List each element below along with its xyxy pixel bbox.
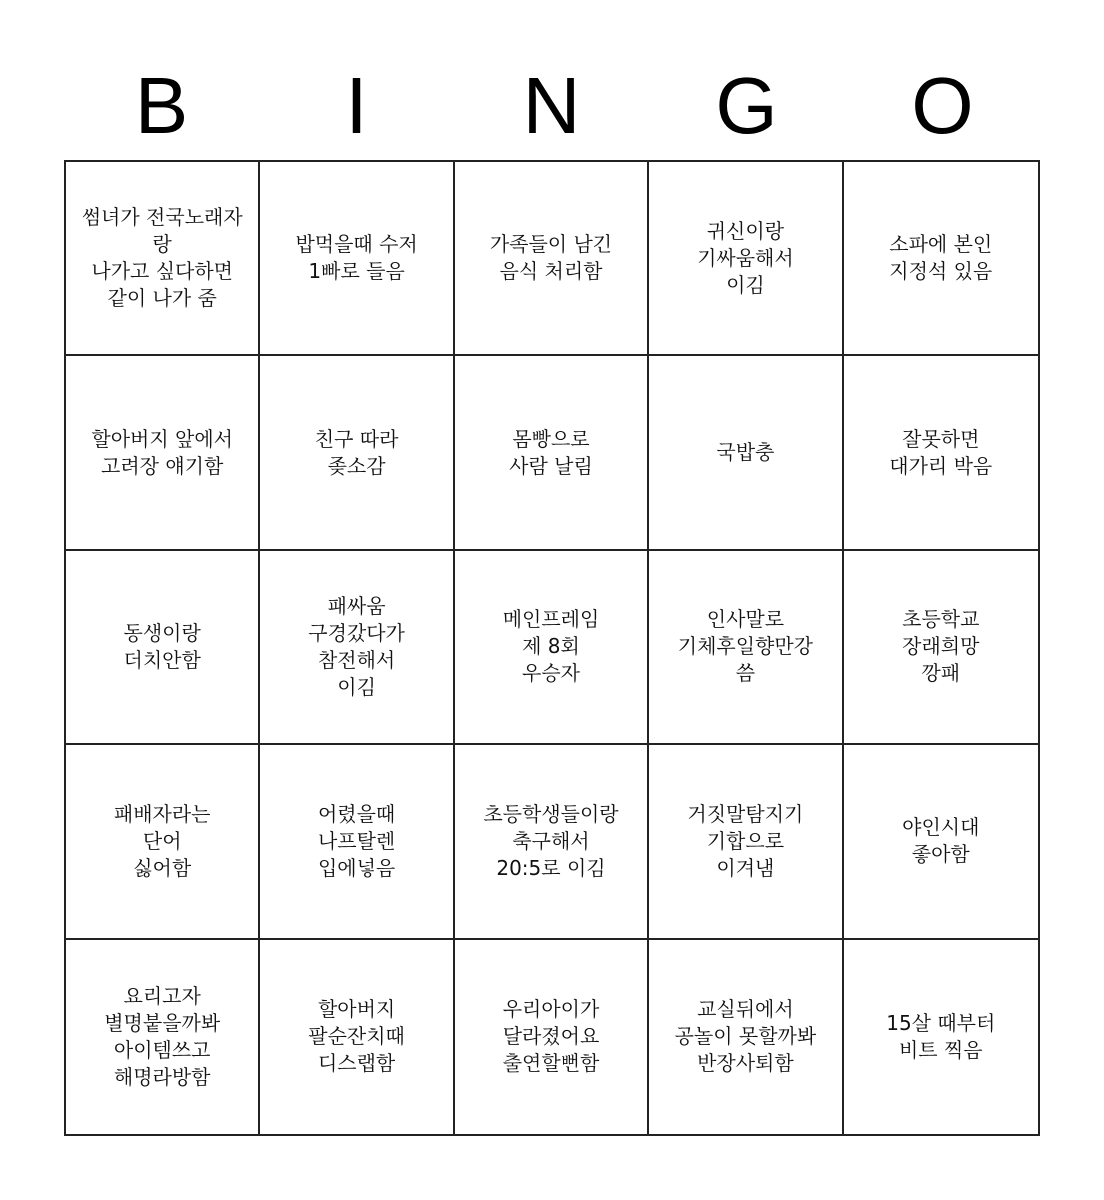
cell-text: 우리아이가 달라졌어요 출연할뻔함 [502, 997, 600, 1076]
bingo-cell [844, 162, 1038, 356]
cell-text: 가족들이 남긴 음식 처리함 [489, 232, 613, 284]
cell-text: 인사말로 기체후일향만강 씀 [677, 607, 814, 686]
bingo-cell [649, 356, 843, 550]
bingo-cell [455, 551, 649, 745]
cell-text: 밥먹을때 수저 1빠로 들음 [295, 232, 418, 284]
bingo-cell [844, 551, 1038, 745]
bingo-cell [649, 745, 843, 939]
bingo-grid [64, 160, 1040, 1136]
cell-text: 썸녀가 전국노래자랑 나가고 싶다하면 같이 나가 줌 [81, 205, 243, 311]
header-letter-b: B [134, 61, 189, 150]
cell-text: 어렸을때 나프탈렌 입에넣음 [317, 801, 396, 880]
bingo-cell [260, 940, 454, 1134]
bingo-cell [455, 745, 649, 939]
cell-text: 야인시대 좋아함 [902, 815, 980, 867]
cell-text: 동생이랑 더치안함 [123, 620, 201, 672]
header-letter-n: N [522, 61, 581, 150]
bingo-cell [66, 551, 260, 745]
cell-text: 메인프레임 제 8회 우승자 [502, 607, 600, 686]
bingo-cell [66, 940, 260, 1134]
cell-text: 잘못하면 대가리 박음 [889, 426, 993, 478]
cell-text: 거짓말탐지기 기합으로 이겨냄 [687, 801, 804, 880]
cell-text: 몸빵으로 사람 날림 [509, 426, 593, 478]
cell-text: 친구 따라 좆소감 [314, 426, 399, 478]
bingo-cell [455, 162, 649, 356]
cell-text: 국밥충 [716, 440, 775, 465]
bingo-cell [66, 745, 260, 939]
bingo-cell [260, 162, 454, 356]
cell-text: 요리고자 별명붙을까봐 아이템쓰고 해명라방함 [104, 983, 221, 1089]
bingo-cell [260, 356, 454, 550]
cell-text: 패배자라는 단어 싫어함 [113, 801, 211, 880]
cell-text: 교실뒤에서 공놀이 못할까봐 반장사퇴함 [674, 997, 817, 1076]
bingo-cell [66, 162, 260, 356]
bingo-cell [260, 745, 454, 939]
bingo-cell [844, 356, 1038, 550]
cell-text: 초등학생들이랑 축구해서 20:5로 이김 [483, 801, 619, 880]
cell-text: 15살 때부터 비트 찍음 [886, 1010, 996, 1062]
bingo-cell [455, 356, 649, 550]
bingo-cell [260, 551, 454, 745]
cell-text: 소파에 본인 지정석 있음 [889, 232, 993, 284]
cell-text: 귀신이랑 기싸움해서 이김 [697, 218, 794, 297]
bingo-cell [455, 940, 649, 1134]
bingo-cell [649, 551, 843, 745]
bingo-cell [844, 940, 1038, 1134]
header-letter-i: I [345, 61, 368, 150]
cell-text: 할아버지 앞에서 고려장 얘기함 [91, 426, 233, 478]
cell-text: 할아버지 팔순잔치때 디스랩함 [308, 997, 405, 1076]
bingo-header [64, 52, 1040, 160]
header-letter-g: G [715, 61, 778, 150]
bingo-cell [649, 162, 843, 356]
bingo-cell [66, 356, 260, 550]
bingo-cell [649, 940, 843, 1134]
bingo-cell [844, 745, 1038, 939]
cell-text: 패싸움 구경갔다가 참전해서 이김 [308, 593, 405, 699]
cell-text: 초등학교 장래희망 깡패 [902, 607, 980, 686]
header-letter-o: O [911, 61, 974, 150]
